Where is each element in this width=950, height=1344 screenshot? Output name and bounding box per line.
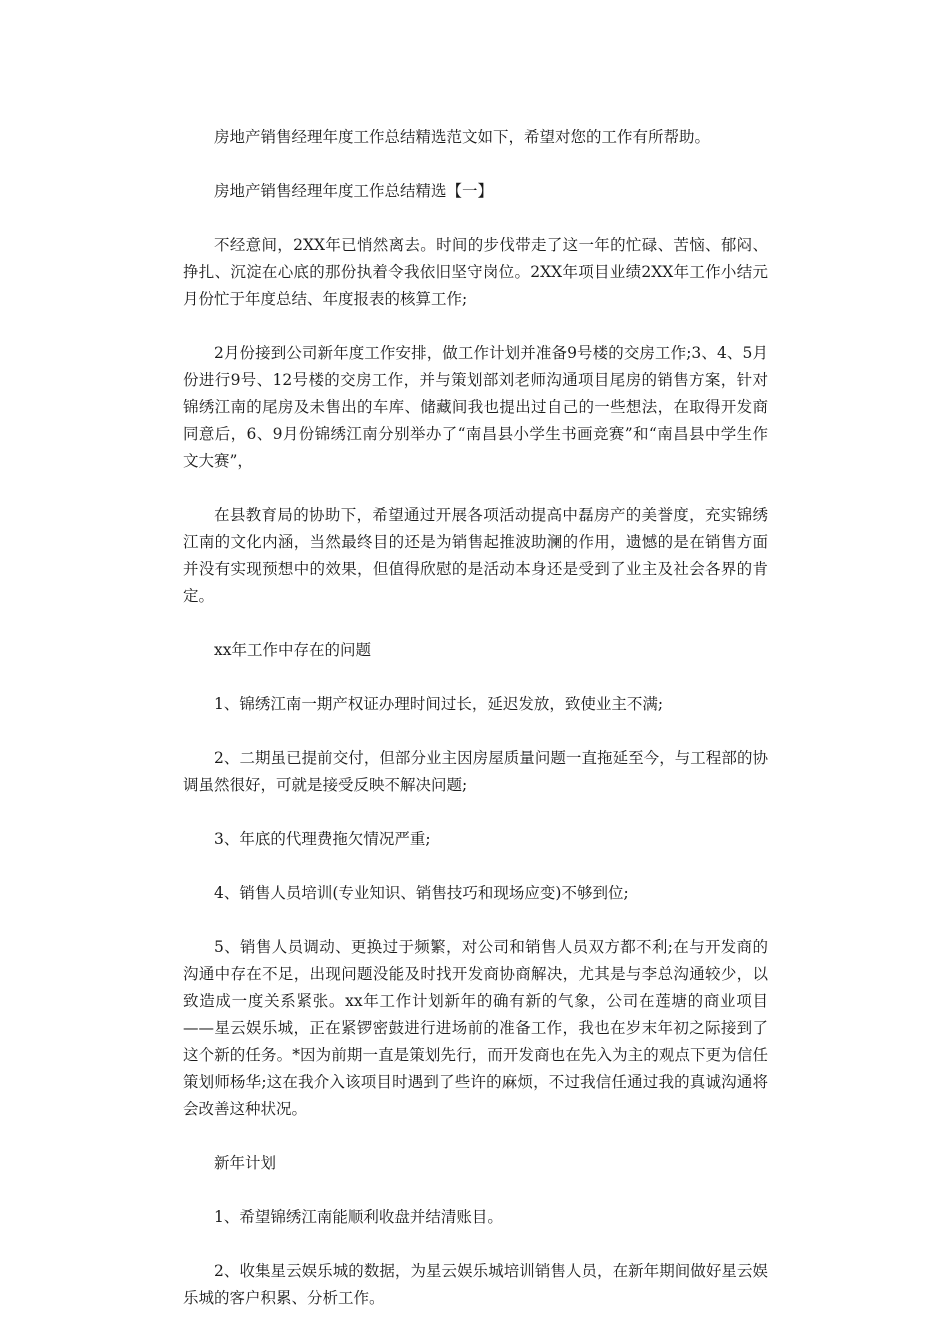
section-heading-plan: 新年计划 <box>214 1154 277 1172</box>
list-item: 2、收集星云娱乐城的数据，为星云娱乐城培训销售人员，在新年期间做好星云娱乐城的客户积累、分析工作。 <box>183 1262 768 1307</box>
list-item: 2、二期虽已提前交付，但部分业主因房屋质量问题一直拖延至今，与工程部的协调虽然很好，可就是接受反映不解决问题; <box>183 749 768 794</box>
section-title: 房地产销售经理年度工作总结精选【一】 <box>214 182 494 200</box>
body-paragraph: 不经意间，2XX年已悄然离去。时间的步伐带走了这一年的忙碌、苦恼、郁闷、挣扎、沉淀在心底的那份执着令我依旧坚守岗位。2XX年项目业绩2XX年工作小结元月份忙于年度总结、年度报表的核算工作; <box>183 236 768 308</box>
body-paragraph: 在县教育局的协助下，希望通过开展各项活动提高中磊房产的美誉度，充实锦绣江南的文化内涵，当然最终目的还是为销售起推波助澜的作用，遗憾的是在销售方面并没有实现预想中的效果，但值得欣慰的是活动本身还是受到了业主及社会各界的肯定。 <box>183 506 768 605</box>
list-item: 4、销售人员培训(专业知识、销售技巧和现场应变)不够到位; <box>214 884 629 902</box>
document-body <box>183 124 768 1339</box>
section-heading-problems: xx年工作中存在的问题 <box>214 641 371 659</box>
list-item: 1、锦绣江南一期产权证办理时间过长，延迟发放，致使业主不满; <box>214 695 664 713</box>
body-paragraph: 2月份接到公司新年度工作安排，做工作计划并准备9号楼的交房工作;3、4、5月份进行9号、12号楼的交房工作，并与策划部刘老师沟通项目尾房的销售方案，针对锦绣江南的尾房及未售出的车库、储藏间我也提出过自己的一些想法，在取得开发商同意后，6、9月份锦绣江南分别举办了“南昌县小学生书画竞赛”和“南昌县中学生作文大赛”， <box>183 344 768 470</box>
list-item: 1、希望锦绣江南能顺利收盘并结清账目。 <box>214 1208 503 1226</box>
intro-paragraph: 房地产销售经理年度工作总结精选范文如下，希望对您的工作有所帮助。 <box>214 128 711 146</box>
list-item: 5、销售人员调动、更换过于频繁，对公司和销售人员双方都不利;在与开发商的沟通中存在不足，出现问题没能及时找开发商协商解决，尤其是与李总沟通较少，以致造成一度关系紧张。xx年工作计划新年的确有新的气象，公司在莲塘的商业项目——星云娱乐城，正在紧锣密鼓进行进场前的准备工作，我也在岁末年初之际接到了这个新的任务。*因为前期一直是策划先行，而开发商也在先入为主的观点下更为信任策划师杨华;这在我介入该项目时遇到了些许的麻烦，不过我信任通过我的真诚沟通将会改善这种状况。 <box>183 938 768 1118</box>
list-item: 3、年底的代理费拖欠情况严重; <box>214 830 431 848</box>
